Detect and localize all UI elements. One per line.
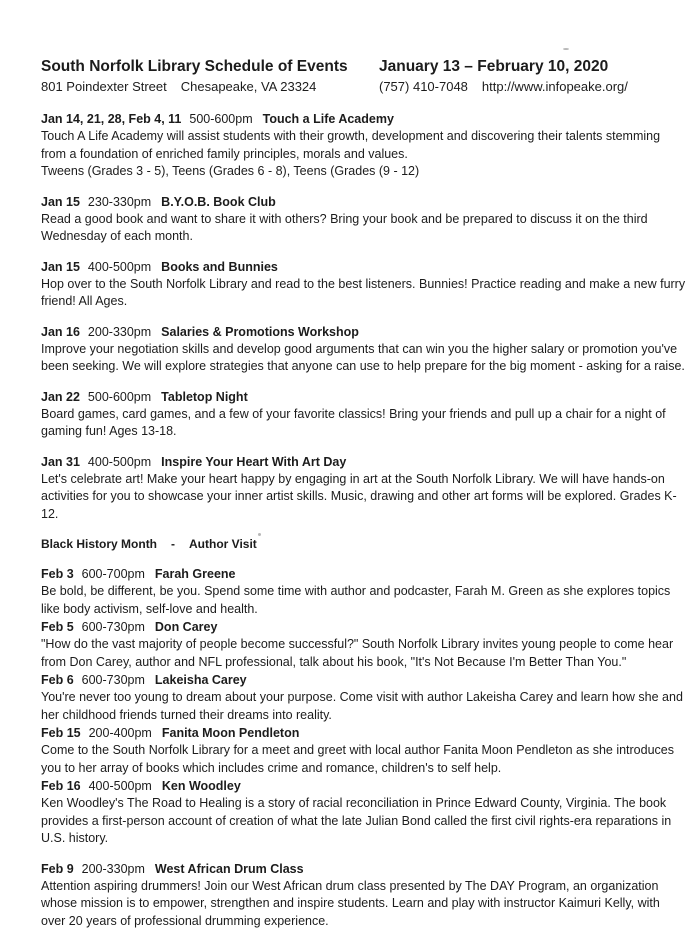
event-description: Let's celebrate art! Make your heart happy by engaging in art at the South Norfolk Library. We will have hands-on activities for you to showcase your inner artist skills. Music, drawing and other art forms will be explored. Grades K-12. <box>41 471 677 521</box>
event-date: Feb 3 <box>41 567 74 581</box>
section-heading <box>41 535 686 553</box>
event-item <box>41 777 686 848</box>
events-author-visits <box>41 565 686 848</box>
event-time: 400-500pm <box>88 779 152 793</box>
section-heading-right: Author Visit <box>189 537 257 551</box>
event-title: West African Drum Class <box>154 861 304 876</box>
event-time: 200-330pm <box>87 324 152 339</box>
event-item <box>41 618 686 671</box>
event-time: 400-500pm <box>87 259 152 274</box>
event-description: Come to the South Norfolk Library for a meet and greet with local author Fanita Moon Pendleton as she introduces you to her array of books which includes crime and romance, children's to self help. <box>41 743 674 775</box>
event-time: 230-330pm <box>87 194 152 209</box>
phone-number: (757) 410-7048 <box>379 79 468 94</box>
event-list <box>41 110 686 942</box>
event-heading <box>41 388 686 406</box>
library-address <box>41 77 348 96</box>
event-date: Feb 9 <box>41 861 74 876</box>
event-title: Inspire Your Heart With Art Day <box>161 454 347 469</box>
event-time: 200-330pm <box>81 861 145 876</box>
event-title: Lakeisha Carey <box>154 673 247 687</box>
event-title: Farah Greene <box>154 567 236 581</box>
event-title: Touch a Life Academy <box>262 112 394 126</box>
event-description: Tweens (Grades 3 - 5), Teens (Grades 6 - 8), Teens (Grades (9 - 12) <box>41 164 420 178</box>
event-time: 200-400pm <box>88 726 152 740</box>
event-heading <box>41 110 686 128</box>
event-title: Salaries & Promotions Workshop <box>161 324 359 339</box>
event-title: Tabletop Night <box>161 389 248 404</box>
event-description: You're never too young to dream about your purpose. Come visit with author Lakeisha Carey and learn how she and her childhood friends turned their dreams into reality. <box>41 690 683 722</box>
event-heading <box>41 618 686 636</box>
event-description: Touch A Life Academy will assist students with their growth, development and discovering their talents stemming from a foundation of enriched family principles, morals and values. <box>41 129 661 161</box>
header-right <box>379 56 628 96</box>
event-item <box>41 453 686 524</box>
event-item <box>41 388 686 441</box>
event-title: B.Y.O.B. Book Club <box>161 194 276 209</box>
event-date: Jan 14, 21, 28, Feb 4, 11 <box>41 112 182 126</box>
event-date: Jan 15 <box>41 259 80 274</box>
event-description: Ken Woodley's The Road to Healing is a story of racial reconciliation in Prince Edward County, Virginia. The book provides a first-person account of creation of what the late Julian Bond called the first civil rights-era reparations in U.S. history. <box>41 796 672 845</box>
event-heading <box>41 453 686 471</box>
city-state-zip: Chesapeake, VA 23324 <box>180 79 317 94</box>
event-item <box>41 565 686 618</box>
event-item <box>41 323 686 376</box>
page-title: South Norfolk Library Schedule of Events <box>41 58 348 75</box>
event-time: 600-730pm <box>81 620 145 634</box>
event-description: Board games, card games, and a few of your favorite classics! Bring your friends and pull up a chair for a night of gaming fun! Ages 13-18. <box>41 406 666 438</box>
event-heading <box>41 323 686 341</box>
street-address: 801 Poindexter Street <box>41 79 167 94</box>
event-heading <box>41 724 686 742</box>
section-heading-separator: - <box>171 537 176 551</box>
events-february <box>41 860 686 931</box>
event-item <box>41 110 686 181</box>
event-date: Feb 5 <box>41 620 74 634</box>
event-item <box>41 724 686 777</box>
event-title: Fanita Moon Pendleton <box>161 726 300 740</box>
scan-speck <box>258 533 261 536</box>
event-description: Improve your negotiation skills and develop good arguments that can win you the higher salary or promotion you've been seeking. We will explore strategies that anyone can use to help prepare for the big moment - asking for a raise. <box>41 341 685 373</box>
header-left <box>41 56 348 96</box>
event-item <box>41 860 686 931</box>
event-heading <box>41 258 686 276</box>
event-description: "How do the vast majority of people become successful?" South Norfolk Library invites young people to come hear from Don Carey, author and NFL professional, talk about his book, "It's Not Because I'm Better Than You." <box>41 637 674 669</box>
event-time: 600-730pm <box>81 673 145 687</box>
event-heading <box>41 193 686 211</box>
event-date: Jan 16 <box>41 324 80 339</box>
event-description: Attention aspiring drummers! Join our West African drum class presented by The DAY Program, an organization whose mission is to empower, strengthen and inspire students. Learn and play with instructor Kaimuri Kelly, with over 20 years of professional drumming experience. <box>41 878 660 928</box>
events-january <box>41 110 686 523</box>
event-heading <box>41 860 686 878</box>
scan-speck <box>563 48 569 50</box>
event-time: 400-500pm <box>87 454 152 469</box>
contact-info <box>379 77 628 96</box>
event-item <box>41 258 686 311</box>
event-date: Feb 16 <box>41 779 81 793</box>
event-time: 600-700pm <box>81 567 145 581</box>
date-range: January 13 – February 10, 2020 <box>379 58 609 75</box>
event-heading <box>41 671 686 689</box>
event-date: Feb 6 <box>41 673 74 687</box>
section-heading-left: Black History Month <box>41 537 158 551</box>
event-item <box>41 193 686 246</box>
event-title: Don Carey <box>154 620 218 634</box>
event-description: Hop over to the South Norfolk Library and read to the best listeners. Bunnies! Practice reading and make a new furry friend! All Ages. <box>41 276 686 308</box>
event-description: Be bold, be different, be you. Spend some time with author and podcaster, Farah M. Green as she explores topics like body activism, self-love and health. <box>41 584 671 616</box>
event-title: Books and Bunnies <box>161 259 278 274</box>
event-item <box>41 671 686 724</box>
event-heading <box>41 565 686 583</box>
event-date: Jan 31 <box>41 454 80 469</box>
event-description: Read a good book and want to share it with others? Bring your book and be prepared to discuss it on the third Wednesday of each month. <box>41 211 648 243</box>
event-date: Jan 22 <box>41 389 80 404</box>
event-time: 500-600pm <box>189 112 253 126</box>
event-heading <box>41 777 686 795</box>
website-link[interactable]: http://www.infopeake.org/ <box>481 79 628 94</box>
event-date: Jan 15 <box>41 194 80 209</box>
event-time: 500-600pm <box>87 389 152 404</box>
event-date: Feb 15 <box>41 726 81 740</box>
event-title: Ken Woodley <box>161 779 241 793</box>
